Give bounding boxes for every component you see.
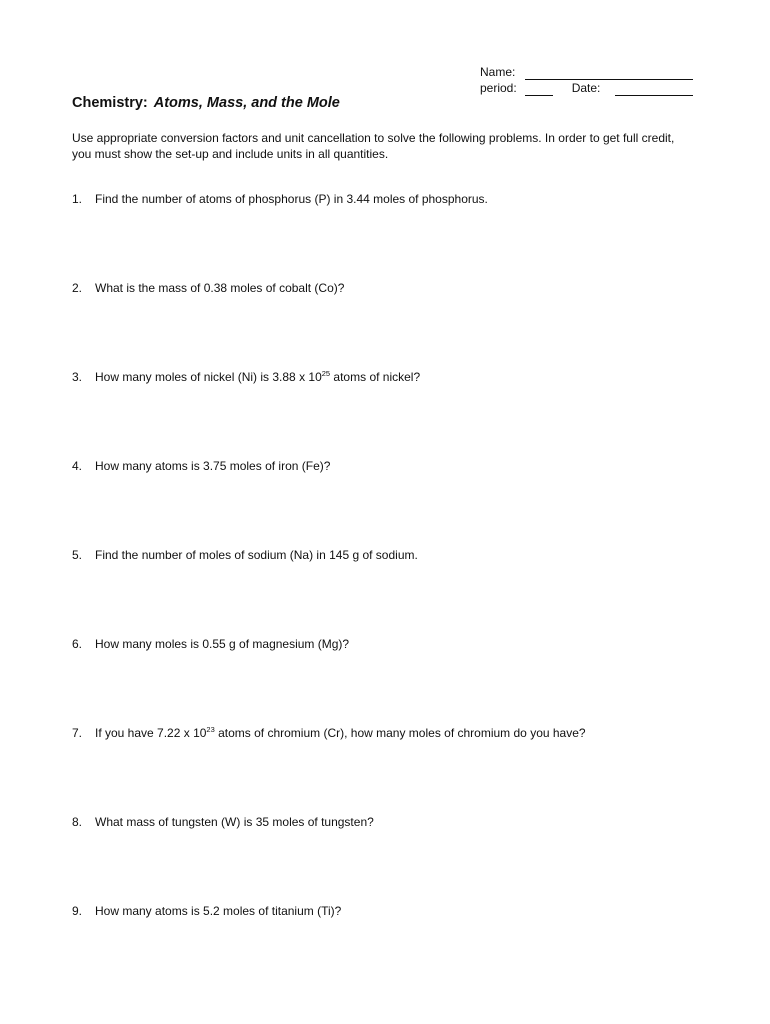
question-text: What is the mass of 0.38 moles of cobalt (Co)? [95,281,345,295]
name-row [480,64,693,80]
name-blank-line[interactable] [525,67,693,80]
date-blank-line[interactable] [615,83,693,96]
question-text-before-exponent: If you have 7.22 x 10 [95,726,207,740]
period-date-row [480,80,693,96]
question-item [72,903,341,919]
question-number: 3. [72,370,83,384]
question-number: 4. [72,459,83,473]
question-item [72,547,418,563]
question-item [72,636,349,652]
question-text: Find the number of moles of sodium (Na) in 145 g of sodium. [95,548,418,562]
student-info-fields [480,64,693,96]
worksheet-title [72,95,340,111]
title-subject: Atoms, Mass, and the Mole [153,95,340,111]
question-item [72,369,420,385]
title-prefix: Chemistry: [72,95,148,111]
exponent: 25 [321,369,331,378]
question-text: What mass of tungsten (W) is 35 moles of tungsten? [95,815,374,829]
instructions-text: Use appropriate conversion factors and unit cancellation to solve the following problems. In order to get full credit, you must show the set-up and include units in all quantities. [72,131,675,161]
question-number: 6. [72,637,83,651]
question-text-after-exponent: atoms of chromium (Cr), how many moles of chromium do you have? [214,726,586,740]
question-number: 9. [72,904,83,918]
question-text: How many moles is 0.55 g of magnesium (Mg)? [95,637,350,651]
question-text: Find the number of atoms of phosphorus (P) in 3.44 moles of phosphorus. [95,192,488,206]
question-text: How many atoms is 5.2 moles of titanium (Ti)? [95,904,342,918]
question-item [72,280,344,296]
question-number: 2. [72,281,83,295]
name-label: Name: [480,65,516,79]
question-item [72,814,374,830]
question-number: 8. [72,815,83,829]
date-label: Date: [571,81,601,95]
question-item [72,191,488,207]
question-item [72,725,586,741]
question-text-before-exponent: How many moles of nickel (Ni) is 3.88 x 10 [95,370,322,384]
period-blank-line[interactable] [525,83,553,96]
period-label: period: [480,81,517,95]
exponent: 23 [206,725,215,734]
question-number: 1. [72,192,83,206]
question-text-after-exponent: atoms of nickel? [330,370,421,384]
question-number: 5. [72,548,83,562]
question-text: How many atoms is 3.75 moles of iron (Fe)? [95,459,331,473]
question-number: 7. [72,726,83,740]
question-item [72,458,330,474]
